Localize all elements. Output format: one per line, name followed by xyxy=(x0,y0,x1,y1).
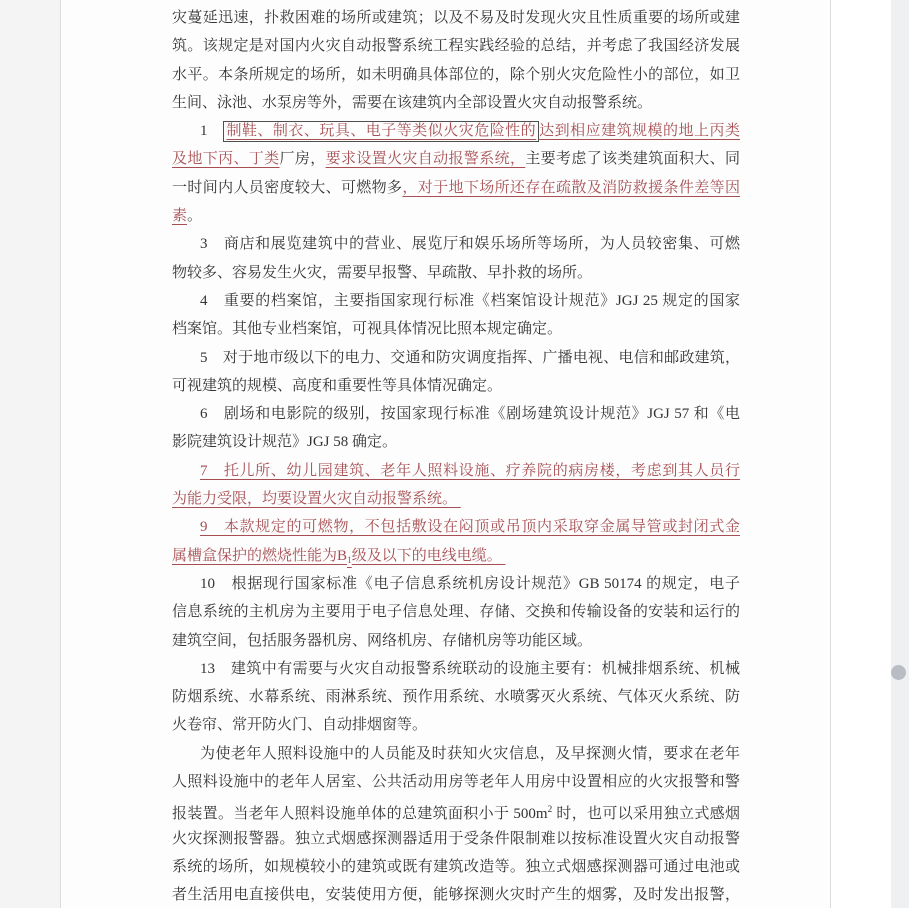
text-segment: 影院建筑设计规范》JGJ 58 确定。 xyxy=(172,434,398,451)
text-segment: 1 xyxy=(347,555,352,566)
text-line xyxy=(172,457,740,485)
text-segment: 火灾探测报警器。独立式烟感探测器适用于受条件限制难以按标准设置火灾自动报警 xyxy=(172,830,740,847)
text-segment: 人照料设施中的老年人居室、公共活动用房等老年人用房中设置相应的火灾报警和警 xyxy=(172,774,740,791)
text-line xyxy=(172,145,740,173)
text-line xyxy=(172,32,740,60)
text-segment: 7 托儿所、幼儿园建筑、老年人照料设施、疗养院的病房楼，考虑到其人员行 xyxy=(200,462,740,479)
text-segment: 为使老年人照料设施中的人员能及时获知火灾信息，及早探测火情，要求在老年 xyxy=(200,745,740,762)
text-line xyxy=(172,428,740,456)
text-line xyxy=(172,174,740,202)
text-line xyxy=(172,598,740,626)
annotation-box: 制鞋、制衣、玩具、电子等类似火灾危险性的 xyxy=(223,121,539,142)
text-segment: 时，也可以采用独立式感烟 xyxy=(552,806,740,823)
text-line xyxy=(172,740,740,768)
text-line xyxy=(172,89,740,117)
text-segment: 建筑空间，包括服务器机房、网络机房、存储机房等功能区域。 xyxy=(172,632,593,649)
text-line xyxy=(172,485,740,513)
text-segment: 属槽盒保护的燃烧性能为B xyxy=(172,547,348,564)
text-line xyxy=(172,259,740,287)
text-segment: 13 建筑中有需要与火灾自动报警系统联动的设施主要有：机械排烟系统、机械 xyxy=(200,660,740,677)
document-lines xyxy=(172,4,740,910)
text-segment: 防烟系统、水幕系统、雨淋系统、预作用系统、水喷雾灭火系统、气体灭火系统、防 xyxy=(172,689,740,706)
text-segment: 一时间内人员密度较大、可燃物多 xyxy=(172,179,403,196)
text-segment: 4 重要的档案馆，主要指国家现行标准《档案馆设计规范》JGJ 25 规定的国家 xyxy=(200,292,740,309)
text-segment: 2 xyxy=(547,805,553,816)
text-line xyxy=(172,400,740,428)
text-line xyxy=(172,627,740,655)
text-line xyxy=(172,513,740,541)
text-segment: 达到相应建筑规模的地上丙类 xyxy=(539,123,740,140)
left-gutter xyxy=(0,0,61,908)
text-line xyxy=(172,117,740,145)
text-segment: 可视建筑的规模、高度和重要性等具体情况确定。 xyxy=(172,377,503,394)
text-line xyxy=(172,796,740,824)
text-segment: 9 本款规定的可燃物，不包括敷设在闷顶或吊顶内采取穿金属导管或封闭式金 xyxy=(200,519,740,536)
text-segment: 厂房， xyxy=(279,151,326,168)
text-segment: 3 商店和展览建筑中的营业、展览厅和娱乐场所等场所，为人员较密集、可燃 xyxy=(200,236,740,253)
text-line xyxy=(172,372,740,400)
text-segment: 主要考虑了该类建筑面积大、同 xyxy=(525,151,740,168)
text-line xyxy=(172,570,740,598)
text-segment: 水平。本条所规定的场所，如未明确具体部位的，除个别火灾危险性小的部位，如卫 xyxy=(172,66,740,83)
text-segment: 要求设置火灾自动报警系统， xyxy=(325,151,526,168)
text-line xyxy=(172,683,740,711)
text-line xyxy=(172,542,740,570)
text-segment: 5 对于地市级以下的电力、交通和防灾调度指挥、广播电视、电信和邮政建筑， xyxy=(200,349,740,366)
text-segment: 者生活用电直接供电，安装使用方便，能够探测火灾时产生的烟雾，及时发出报警， xyxy=(172,887,740,904)
text-segment: 及地下丙、丁类 xyxy=(172,151,280,168)
text-segment: ，对于地下场所还存在疏散及消防救援条件差等因 xyxy=(402,179,740,196)
text-segment: 筑。该规定是对国内火灾自动报警系统工程实践经验的总结，并考虑了我国经济发展 xyxy=(172,38,740,55)
scrollbar-track[interactable] xyxy=(891,0,909,908)
text-line xyxy=(172,287,740,315)
text-segment: 。 xyxy=(187,208,203,225)
text-segment: 生间、泳池、水泵房等外，需要在该建筑内全部设置火灾自动报警系统。 xyxy=(172,94,653,111)
text-segment: 级及以下的电线电缆。 xyxy=(351,547,506,564)
text-line xyxy=(172,230,740,258)
text-segment: 物较多、容易发生火灾，需要早报警、早疏散、早扑救的场所。 xyxy=(172,264,593,281)
text-segment: 报装置。当老年人照料设施单体的总建筑面积小于 500m xyxy=(172,806,548,823)
text-line xyxy=(172,4,740,32)
text-segment: 6 剧场和电影院的级别，按国家现行标准《剧场建筑设计规范》JGJ 57 和《电 xyxy=(200,406,740,423)
text-line xyxy=(172,768,740,796)
text-segment: 灾蔓延迅速，扑救困难的场所或建筑；以及不易及时发现火灾且性质重要的场所或建 xyxy=(172,10,740,26)
text-segment: 火卷帘、常开防火门、自动排烟窗等。 xyxy=(172,717,428,734)
document-page xyxy=(61,0,831,908)
text-line xyxy=(172,344,740,372)
text-line xyxy=(172,202,740,230)
text-line xyxy=(172,655,740,683)
scroll-indicator-dot[interactable] xyxy=(891,665,906,680)
text-line xyxy=(172,315,740,343)
text-segment: 素 xyxy=(172,208,188,225)
text-segment: 1 xyxy=(200,123,224,140)
text-line xyxy=(172,711,740,739)
text-segment: 系统的场所，如规模较小的建筑或既有建筑改造等。独立式烟感探测器可通过电池或 xyxy=(172,858,740,875)
text-segment: 为能力受限，均要设置火灾自动报警系统。 xyxy=(172,491,461,508)
text-segment: 档案馆。其他专业档案馆，可视具体情况比照本规定确定。 xyxy=(172,321,563,338)
text-line xyxy=(172,825,740,853)
text-line xyxy=(172,853,740,881)
text-segment: 10 根据现行国家标准《电子信息系统机房设计规范》GB 50174 的规定，电子 xyxy=(200,575,740,592)
text-line xyxy=(172,61,740,89)
text-segment: 信息系统的主机房为主要用于电子信息处理、存储、交换和传输设备的安装和运行的 xyxy=(172,604,740,621)
text-line xyxy=(172,881,740,909)
